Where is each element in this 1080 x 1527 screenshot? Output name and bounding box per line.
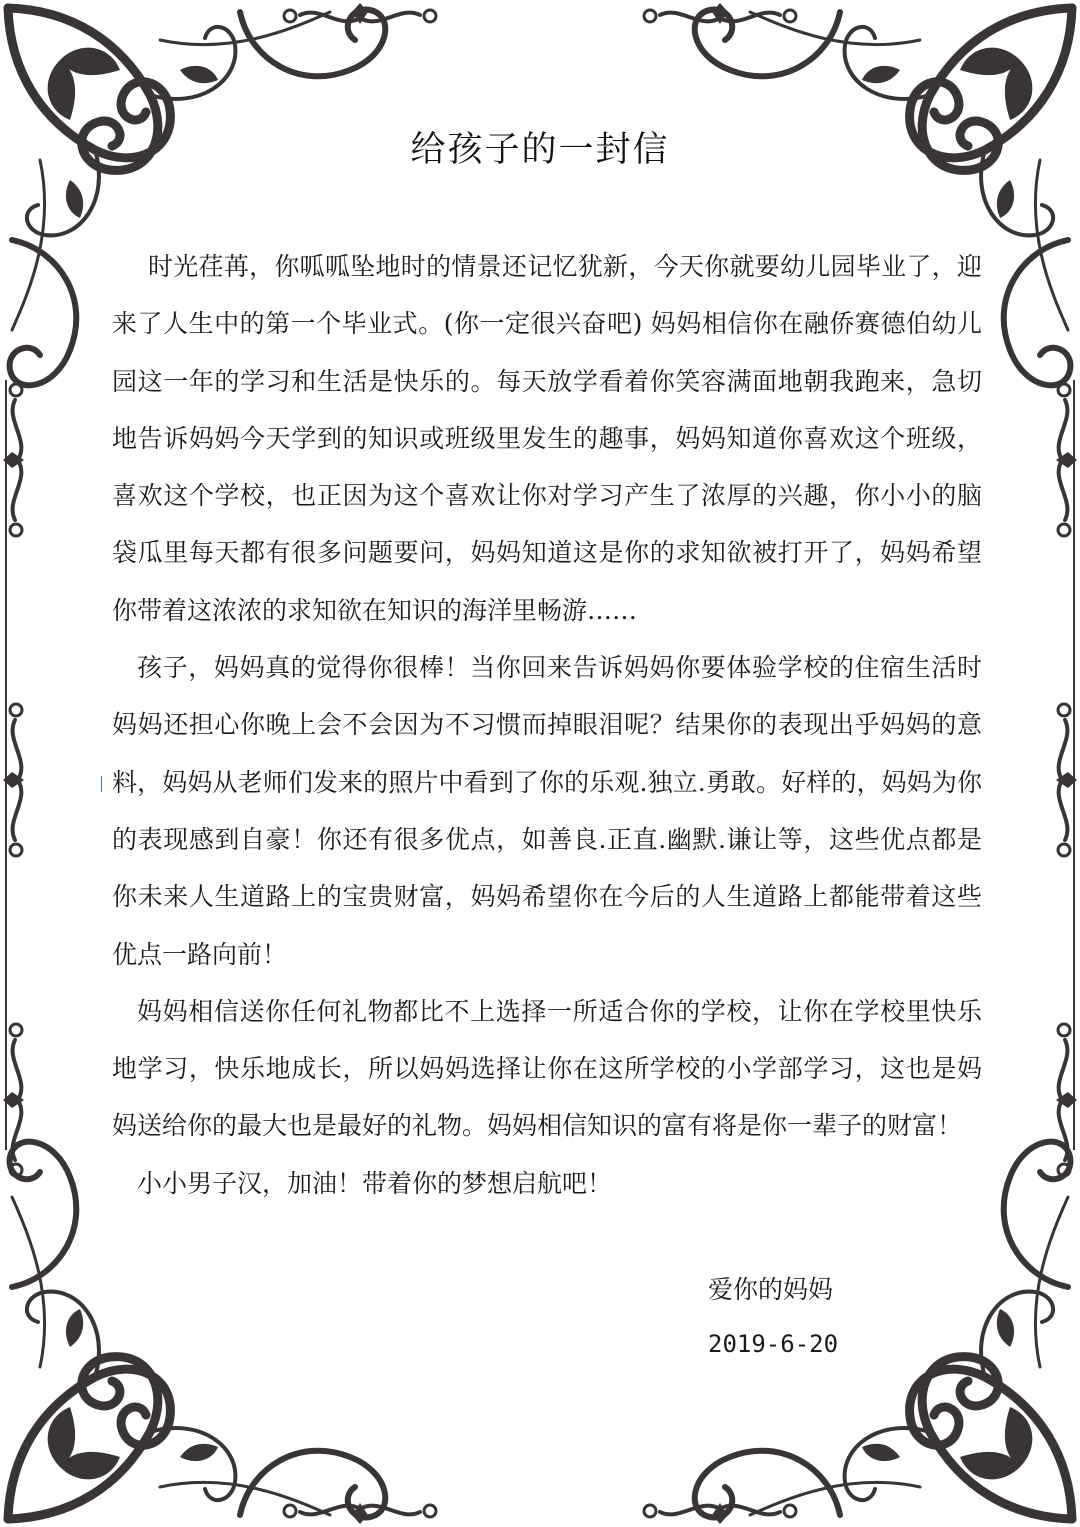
paragraph-2: 孩子，妈妈真的觉得你很棒！当你回来告诉妈妈你要体验学校的住宿生活时妈妈还担心你晚上会不会因为不习惯而掉眼泪呢？结果你的表现出乎妈妈的意料，妈妈从老师们发来的照片中看到了你的乐观.独立.勇敢。好样的，妈妈为你的表现感到自豪！你还有很多优点，如善良.正直.幽默.谦让等，这些优点都是你未来人生道路上的宝贵财富，妈妈希望你在今后的人生道路上都能带着这些优点一路向前！	[112, 653, 982, 969]
signature: 爱你的妈妈	[708, 1275, 834, 1304]
paragraph-1: 时光荏苒，你呱呱坠地时的情景还记忆犹新，今天你就要幼儿园毕业了，迎来了人生中的第一个毕业式。(你一定很兴奋吧) 妈妈相信你在融侨赛德伯幼儿园这一年的学习和生活是快乐的。每天放学看着你笑容满面地朝我跑来，急切地告诉妈妈今天学到的知识或班级里发生的趣事，妈妈知道你喜欢这个班级，喜欢这个学校，也正因为这个喜欢让你对学习产生了浓厚的兴趣，你小小的脑袋瓜里每天都有很多问题要问，妈妈知道这是你的求知欲被打开了，妈妈希望你带着这浓浓的求知欲在知识的海洋里畅游……	[112, 252, 982, 625]
letter-title: 给孩子的一封信	[410, 130, 670, 170]
paragraph-3: 妈妈相信送你任何礼物都比不上选择一所适合你的学校，让你在学校里快乐地学习，快乐地成长，所以妈妈选择让你在这所学校的小学部学习，这也是妈妈送给你的最大也是最好的礼物。妈妈相信知识的富有将是你一辈子的财富！	[112, 996, 982, 1141]
letter-body	[112, 238, 982, 1212]
letter-date: 2019-6-20	[708, 1330, 839, 1358]
paragraph-4: 小小男子汉，加油！带着你的梦想启航吧！	[137, 1168, 613, 1198]
text-cursor	[101, 776, 102, 792]
